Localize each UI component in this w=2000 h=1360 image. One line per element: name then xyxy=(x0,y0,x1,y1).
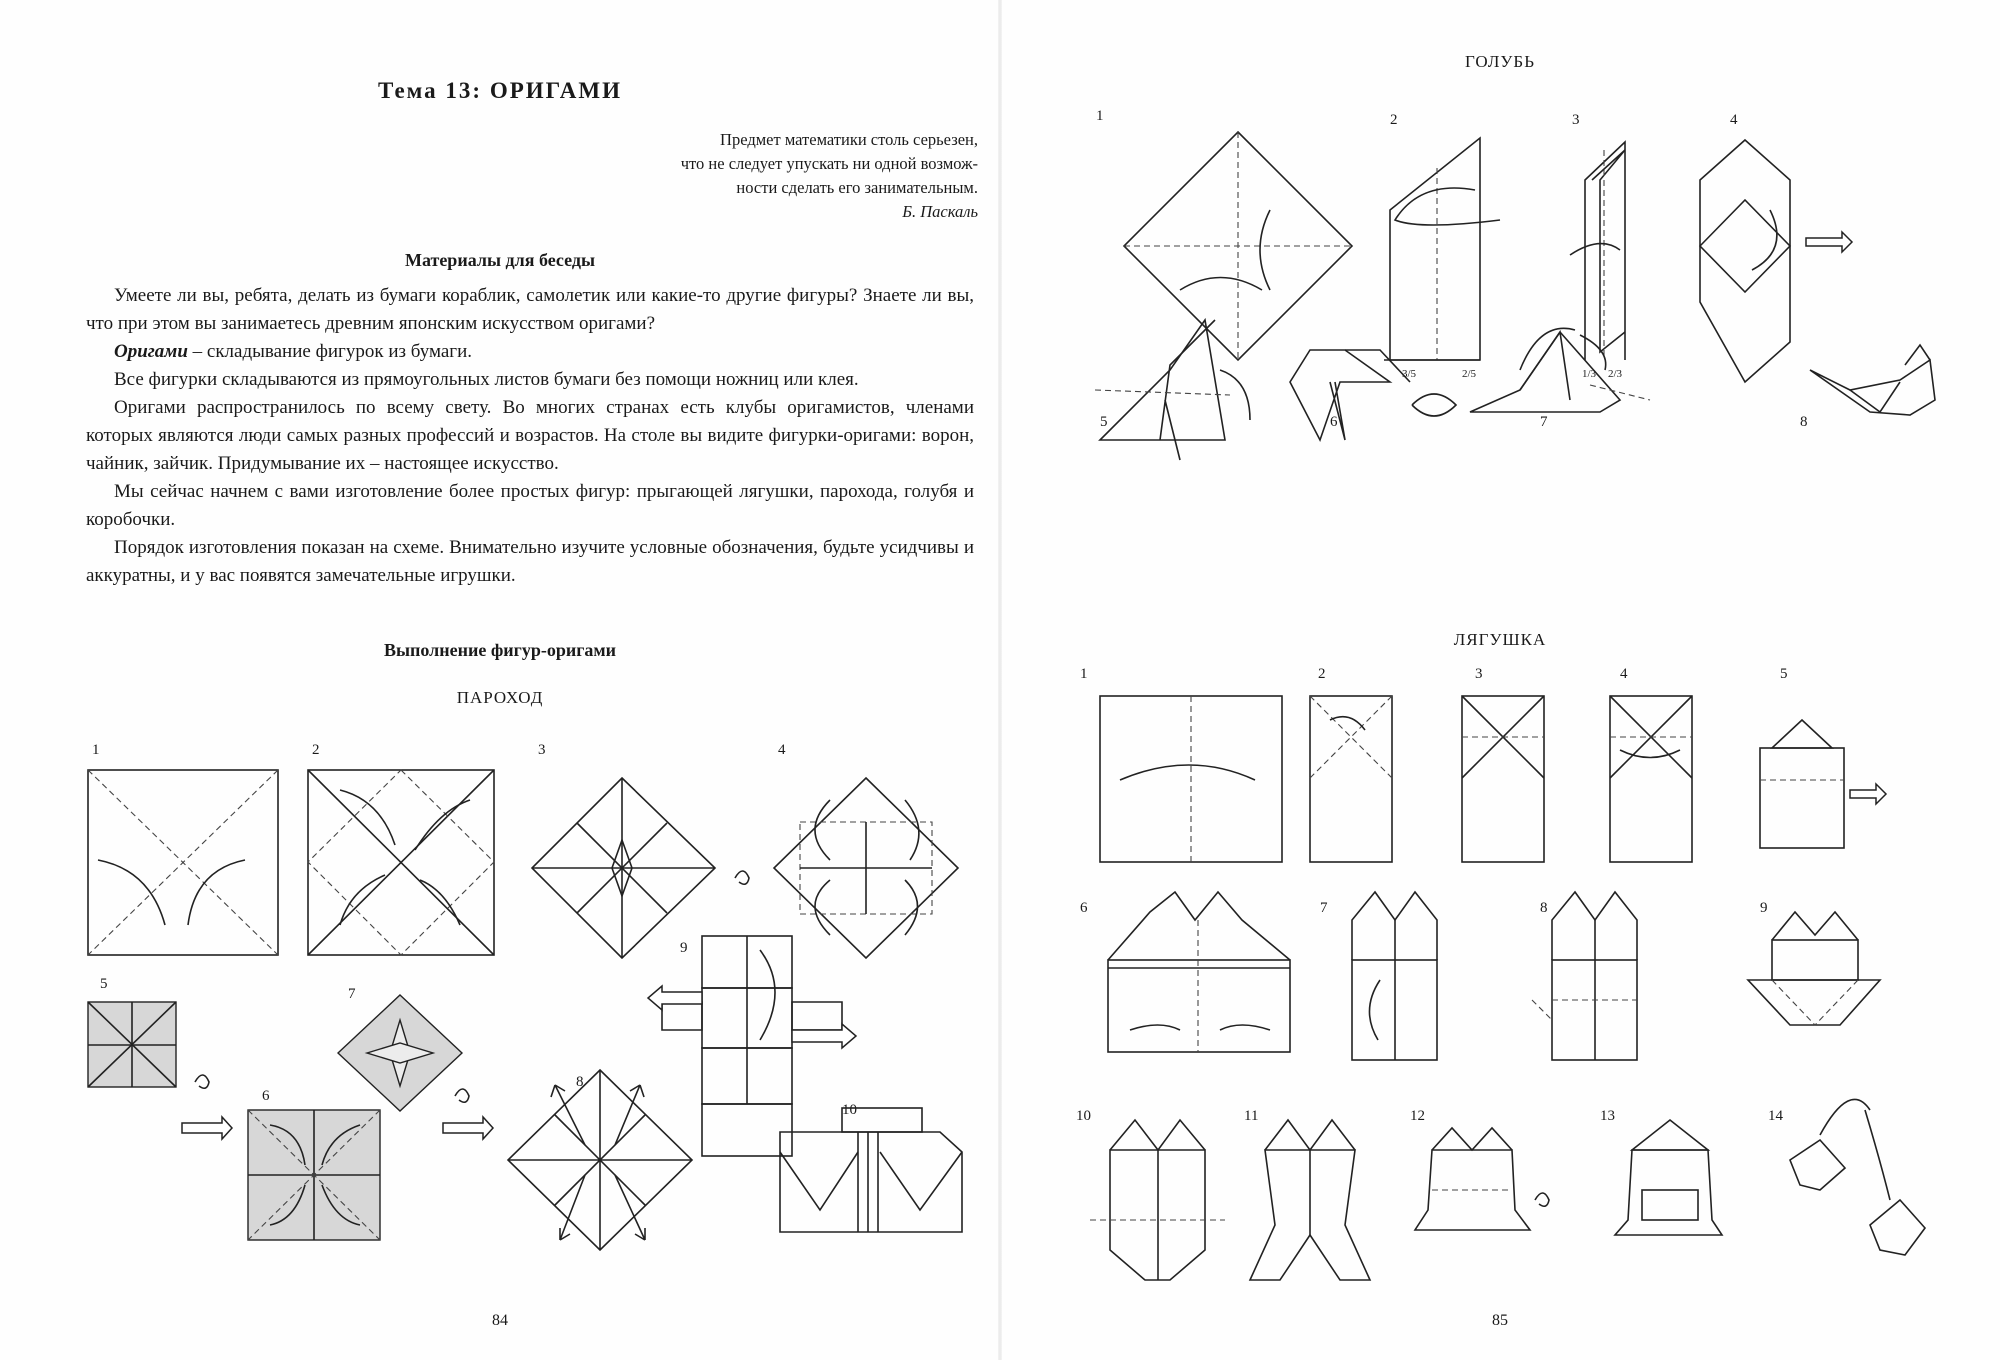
step-number: 10 xyxy=(842,1102,857,1118)
fraction-label: 1/3 xyxy=(1582,368,1597,380)
page-number: 84 xyxy=(492,1312,508,1329)
steamer-diagrams xyxy=(0,740,1000,1300)
steamer-step-6-diagram xyxy=(248,1110,380,1240)
turn-over-icon xyxy=(1535,1193,1549,1206)
step-number: 1 xyxy=(92,742,100,758)
paragraph: Мы сейчас начнем с вами изготовление более простых фигур: прыгающей лягушки, парохода, голубя и коробочки. xyxy=(86,481,974,530)
body-text xyxy=(86,282,974,590)
dove-step-5-diagram xyxy=(1095,320,1250,460)
step-number: 7 xyxy=(348,986,356,1002)
step-number: 5 xyxy=(100,976,108,992)
step-number: 11 xyxy=(1244,1108,1259,1124)
step-number: 3 xyxy=(538,742,546,758)
dove-step-8-diagram xyxy=(1810,345,1935,415)
step-number: 4 xyxy=(1730,112,1738,128)
steamer-step-9-diagram xyxy=(648,936,856,1156)
step-number: 1 xyxy=(1080,666,1088,682)
steamer-title: ПАРОХОД xyxy=(456,688,544,707)
turn-over-icon xyxy=(455,1089,469,1102)
step-number: 7 xyxy=(1540,414,1548,430)
step-number: 6 xyxy=(1330,414,1338,430)
section-heading-2: Выполнение фигур-оригами xyxy=(383,640,617,660)
frog-step-12-diagram xyxy=(1415,1128,1530,1230)
step-number: 13 xyxy=(1600,1108,1615,1124)
frog-step-14-diagram xyxy=(1790,1099,1925,1255)
step-number: 7 xyxy=(1320,900,1328,916)
step-number: 8 xyxy=(1540,900,1548,916)
steamer-step-4-diagram xyxy=(774,778,958,958)
frog-step-1-diagram xyxy=(1100,696,1282,862)
rotate-icon xyxy=(1412,394,1456,416)
dove-step-7-diagram xyxy=(1470,328,1650,412)
step-number: 4 xyxy=(778,742,786,758)
step-number: 9 xyxy=(1760,900,1768,916)
paragraph: Оригами распространилось по всему свету. Во многих странах есть клубы оригамистов, членами которых являются люди самых разных профессий и возрастов. На столе вы видите фигурки-оригами: ворон, чайник, зайчик. Придумывание их – настоящее искусство. xyxy=(86,397,974,474)
epigraph-line: Предмет математики столь серьезен, xyxy=(720,130,978,149)
section-heading: Материалы для беседы xyxy=(404,250,596,270)
dove-step-4-diagram xyxy=(1700,140,1852,382)
steamer-step-8-diagram xyxy=(508,1070,692,1250)
definition-term: Оригами xyxy=(114,341,188,362)
definition-paragraph xyxy=(86,338,974,366)
step-number: 5 xyxy=(1780,666,1788,682)
arrow-right-icon xyxy=(182,1117,232,1139)
page-title: Тема 13: ОРИГАМИ xyxy=(377,78,622,103)
epigraph-line: что не следует упускать ни одной возмож- xyxy=(680,154,978,173)
step-number: 6 xyxy=(262,1088,270,1104)
step-number: 8 xyxy=(576,1074,584,1090)
step-number: 2 xyxy=(1318,666,1326,682)
frog-step-11-diagram xyxy=(1250,1120,1370,1280)
dove-step-6-diagram xyxy=(1290,350,1410,440)
epigraph-author: Б. Паскаль xyxy=(902,202,978,221)
step-number: 14 xyxy=(1768,1108,1783,1124)
right-page xyxy=(1000,0,2000,1360)
steamer-step-2-diagram xyxy=(308,770,494,955)
dove-step-1-diagram xyxy=(1124,132,1352,360)
dove-title: ГОЛУБЬ xyxy=(1465,52,1535,71)
step-number: 10 xyxy=(1076,1108,1091,1124)
step-number: 1 xyxy=(1096,108,1104,124)
frog-step-6-diagram xyxy=(1108,892,1290,1052)
frog-step-13-diagram xyxy=(1615,1120,1722,1235)
fraction-label: 3/5 xyxy=(1402,368,1417,380)
step-number: 9 xyxy=(680,940,688,956)
frog-diagrams xyxy=(1000,680,2000,1340)
frog-step-2-diagram xyxy=(1310,696,1392,862)
fraction-label: 2/3 xyxy=(1608,368,1623,380)
steamer-step-10-diagram xyxy=(780,1108,962,1232)
step-number: 3 xyxy=(1475,666,1483,682)
turn-over-icon xyxy=(735,871,749,884)
step-number: 5 xyxy=(1100,414,1108,430)
step-number: 2 xyxy=(1390,112,1398,128)
steamer-step-3-diagram xyxy=(532,778,715,958)
definition-text: – складывание фигурок из бумаги. xyxy=(187,341,472,362)
frog-step-8-diagram xyxy=(1532,892,1637,1060)
page-number: 85 xyxy=(1492,1312,1508,1329)
dove-diagrams xyxy=(1000,120,2000,590)
frog-step-10-diagram xyxy=(1090,1120,1225,1280)
frog-title: ЛЯГУШКА xyxy=(1453,630,1547,649)
dove-step-2-diagram xyxy=(1384,138,1500,360)
dove-step-3-diagram xyxy=(1570,142,1625,360)
frog-step-7-diagram xyxy=(1352,892,1437,1060)
step-number: 8 xyxy=(1800,414,1808,430)
step-number: 4 xyxy=(1620,666,1628,682)
frog-step-4-diagram xyxy=(1610,696,1692,862)
frog-step-5-diagram xyxy=(1760,720,1886,848)
paragraph: Порядок изготовления показан на схеме. Внимательно изучите условные обозначения, будьте усидчивы и аккуратны, и у вас появятся замечательные игрушки. xyxy=(86,537,974,586)
steamer-step-1-diagram xyxy=(88,770,278,955)
fraction-label: 2/5 xyxy=(1462,368,1477,380)
frog-step-3-diagram xyxy=(1462,696,1544,862)
arrow-right-icon xyxy=(443,1117,493,1139)
step-number: 12 xyxy=(1410,1108,1425,1124)
paragraph: Умеете ли вы, ребята, делать из бумаги кораблик, самолетик или какие-то другие фигуры? Знаете ли вы, что при этом вы занимаетесь древним японским искусством оригами? xyxy=(86,285,974,334)
steamer-step-7-diagram xyxy=(338,995,462,1111)
frog-step-9-diagram xyxy=(1748,912,1880,1025)
step-number: 2 xyxy=(312,742,320,758)
step-number: 3 xyxy=(1572,112,1580,128)
epigraph xyxy=(558,128,978,224)
steamer-step-5-diagram xyxy=(88,1002,176,1087)
turn-over-icon xyxy=(195,1075,209,1088)
paragraph: Все фигурки складываются из прямоугольных листов бумаги без помощи ножниц или клея. xyxy=(114,369,859,390)
epigraph-line: ности сделать его занимательным. xyxy=(736,178,978,197)
step-number: 6 xyxy=(1080,900,1088,916)
